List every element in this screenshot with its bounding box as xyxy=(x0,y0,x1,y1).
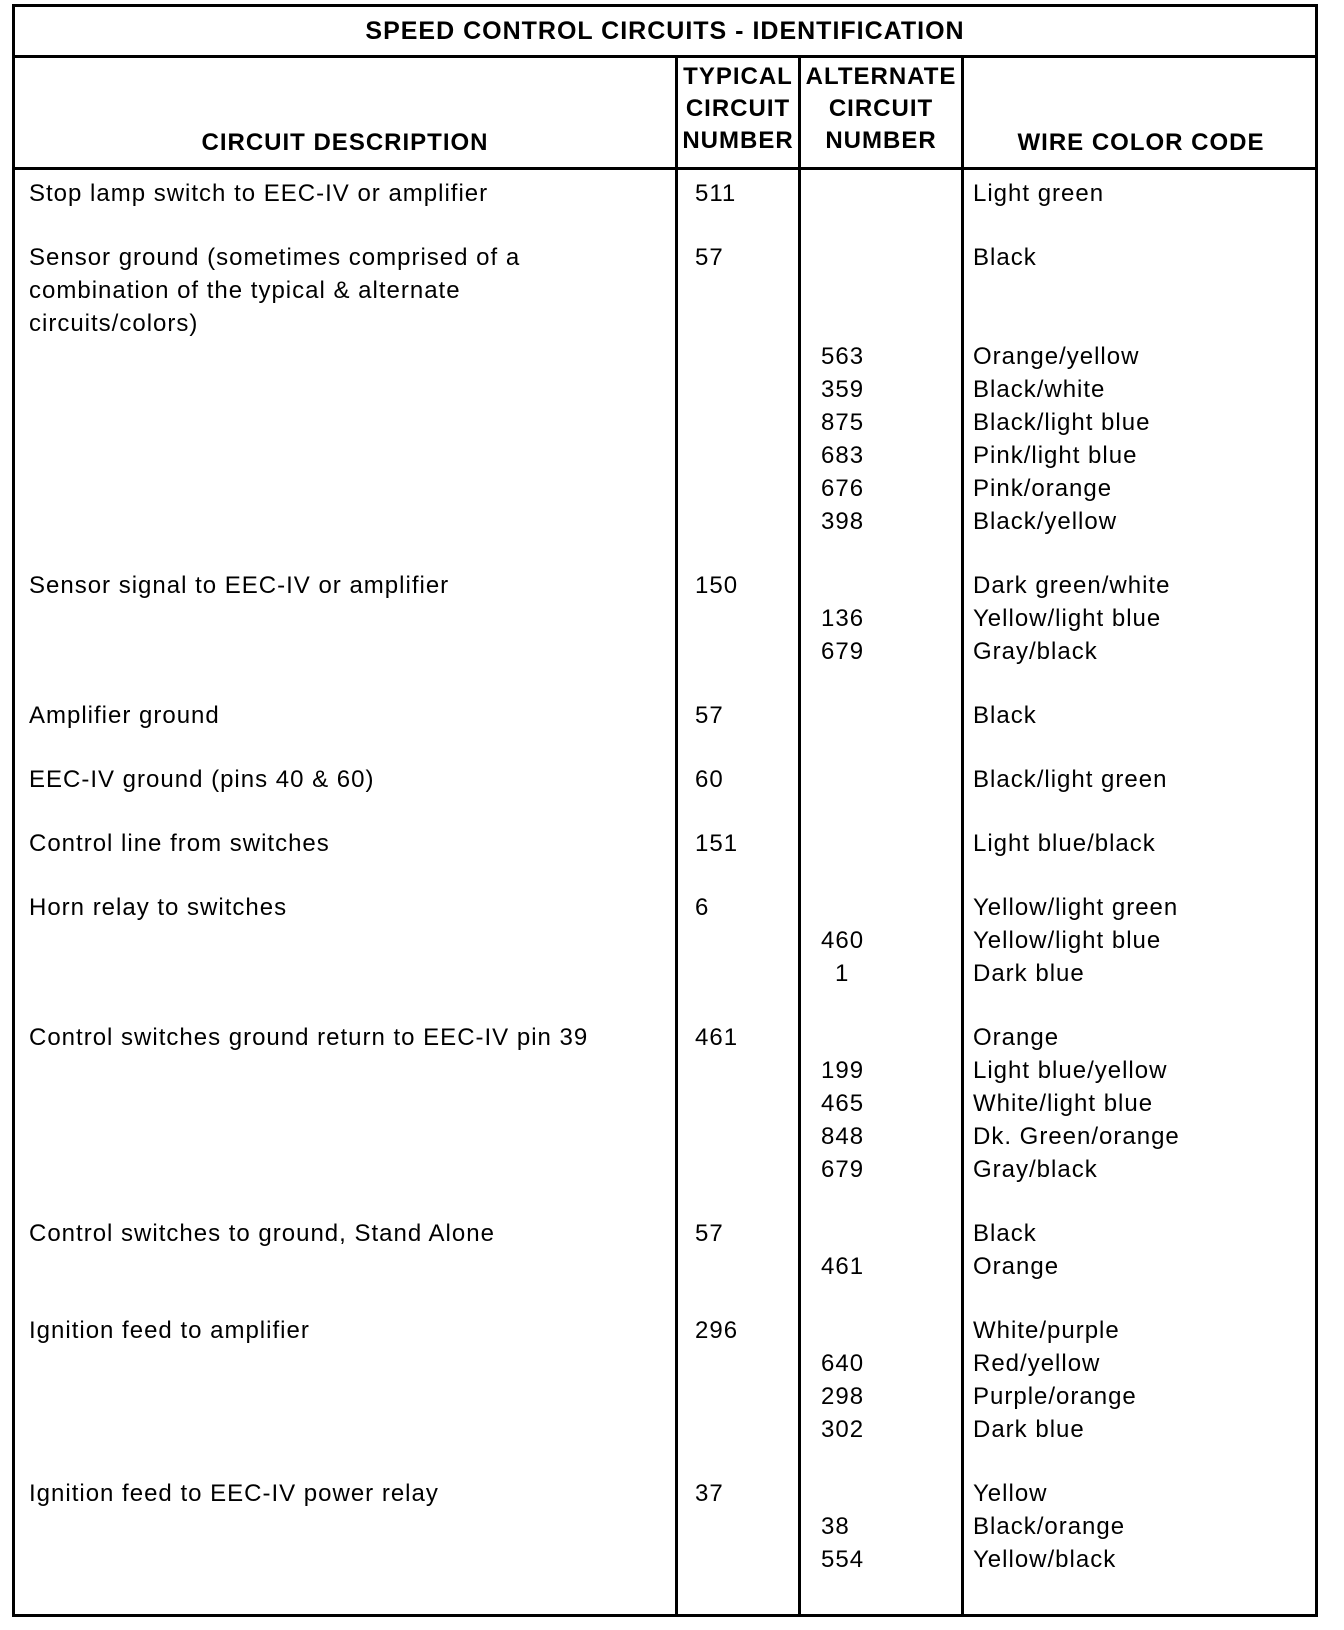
wire-color-code: Black xyxy=(973,1220,1037,1247)
circuit-description: Control line from switches xyxy=(29,830,330,857)
alternate-circuit-number: 679 xyxy=(821,1156,865,1183)
alternate-circuit-number: 1 xyxy=(835,960,850,987)
circuit-description: Horn relay to switches xyxy=(29,894,288,921)
circuit-description: EEC-IV ground (pins 40 & 60) xyxy=(29,766,375,793)
table-row xyxy=(15,569,1315,668)
wire-color-code: Dark blue xyxy=(973,1416,1085,1443)
header-alternate xyxy=(801,61,961,157)
wire-color-code: Black xyxy=(973,702,1037,729)
table-row xyxy=(15,763,1315,796)
wire-color-code: Orange/yellow xyxy=(973,343,1140,370)
typical-circuit-number: 511 xyxy=(695,180,737,207)
alternate-circuit-number: 676 xyxy=(821,475,865,502)
table-title: SPEED CONTROL CIRCUITS - IDENTIFICATION xyxy=(15,7,1315,58)
alternate-circuit-numbers xyxy=(821,1347,941,1446)
alternate-circuit-number: 848 xyxy=(821,1123,865,1150)
header-typical-line: TYPICAL xyxy=(683,63,793,90)
alternate-circuit-numbers xyxy=(821,1054,941,1186)
wire-color-code: Yellow/light green xyxy=(973,894,1179,921)
alternate-circuit-number: 640 xyxy=(821,1350,865,1377)
alternate-circuit-number: 298 xyxy=(821,1383,865,1410)
header-typical-line: CIRCUIT xyxy=(685,95,791,122)
header-color: WIRE COLOR CODE xyxy=(1017,129,1265,156)
alternate-circuit-number: 359 xyxy=(821,376,865,403)
wire-color-codes xyxy=(973,569,1303,668)
wire-color-code: Yellow/light blue xyxy=(973,927,1162,954)
table-row xyxy=(15,1021,1315,1186)
circuit-description: Control switches to ground, Stand Alone xyxy=(29,1220,495,1247)
wire-color-code: Purple/orange xyxy=(973,1383,1137,1410)
wire-color-code: White/purple xyxy=(973,1317,1120,1344)
typical-circuit-number: 461 xyxy=(695,1024,739,1051)
circuit-description: Sensor ground (sometimes comprised of a combination of the typical & alternate circuits/colors) xyxy=(29,244,521,337)
header-typical-line: NUMBER xyxy=(682,127,794,154)
wire-color-code: Pink/orange xyxy=(973,475,1113,502)
wire-color-code: Gray/black xyxy=(973,638,1098,665)
wire-color-code: Orange xyxy=(973,1024,1060,1051)
wire-color-code: Yellow/light blue xyxy=(973,605,1162,632)
header-alternate-line: CIRCUIT xyxy=(828,95,934,122)
alternate-circuit-number: 136 xyxy=(821,605,865,632)
alternate-circuit-numbers xyxy=(821,340,941,538)
wire-color-code: Dark blue xyxy=(973,960,1085,987)
alternate-circuit-numbers xyxy=(821,924,941,990)
wire-color-codes xyxy=(973,177,1303,210)
wire-color-code: White/light blue xyxy=(973,1090,1154,1117)
header-description: CIRCUIT DESCRIPTION xyxy=(201,129,489,156)
table-row xyxy=(15,177,1315,210)
circuit-description: Sensor signal to EEC-IV or amplifier xyxy=(29,572,450,599)
circuit-table xyxy=(12,4,1318,1617)
wire-color-codes xyxy=(973,241,1303,538)
wire-color-code: Black/orange xyxy=(973,1513,1126,1540)
alternate-circuit-numbers xyxy=(821,602,941,668)
wire-color-code: Light green xyxy=(973,180,1105,207)
wire-color-code: Dark green/white xyxy=(973,572,1171,599)
alternate-circuit-number: 554 xyxy=(821,1546,865,1573)
wire-color-codes xyxy=(973,763,1303,796)
table-row xyxy=(15,699,1315,732)
typical-circuit-number: 57 xyxy=(695,244,724,271)
wire-color-code: Black/light green xyxy=(973,766,1168,793)
table-row xyxy=(15,827,1315,860)
wire-color-codes xyxy=(973,891,1303,990)
table-row xyxy=(15,1217,1315,1283)
wire-color-code: Red/yellow xyxy=(973,1350,1101,1377)
alternate-circuit-number: 398 xyxy=(821,508,865,535)
circuit-description: Amplifier ground xyxy=(29,702,220,729)
circuit-description: Ignition feed to amplifier xyxy=(29,1317,310,1344)
wire-color-codes xyxy=(973,699,1303,732)
wire-color-codes xyxy=(973,1021,1303,1186)
wire-color-code: Yellow xyxy=(973,1480,1048,1507)
table-row xyxy=(15,1314,1315,1446)
wire-color-code: Black xyxy=(973,244,1037,271)
wire-color-code: Light blue/yellow xyxy=(973,1057,1168,1084)
table-row xyxy=(15,241,1315,538)
table-row xyxy=(15,1477,1315,1576)
typical-circuit-number: 296 xyxy=(695,1317,739,1344)
wire-color-code: Orange xyxy=(973,1253,1060,1280)
header-typical xyxy=(678,61,798,157)
alternate-circuit-number: 679 xyxy=(821,638,865,665)
alternate-circuit-number: 683 xyxy=(821,442,865,469)
wire-color-code: Black/white xyxy=(973,376,1106,403)
typical-circuit-number: 57 xyxy=(695,702,724,729)
alternate-circuit-numbers xyxy=(821,1250,941,1283)
wire-color-code: Dk. Green/orange xyxy=(973,1123,1180,1150)
wire-color-code: Black/light blue xyxy=(973,409,1151,436)
table-row xyxy=(15,891,1315,990)
alternate-circuit-number: 460 xyxy=(821,927,865,954)
wire-color-codes xyxy=(973,1314,1303,1446)
circuit-description: Stop lamp switch to EEC-IV or amplifier xyxy=(29,180,489,207)
wire-color-codes xyxy=(973,827,1303,860)
typical-circuit-number: 60 xyxy=(695,766,724,793)
wire-color-code: Light blue/black xyxy=(973,830,1156,857)
alternate-circuit-number: 199 xyxy=(821,1057,865,1084)
typical-circuit-number: 6 xyxy=(695,894,710,921)
header-alternate-line: NUMBER xyxy=(825,127,937,154)
alternate-circuit-number: 302 xyxy=(821,1416,865,1443)
alternate-circuit-number: 563 xyxy=(821,343,865,370)
header-alternate-line: ALTERNATE xyxy=(805,63,957,90)
header-rule xyxy=(15,167,1315,170)
alternate-circuit-number: 461 xyxy=(821,1253,865,1280)
alternate-circuit-number: 875 xyxy=(821,409,865,436)
circuit-description: Ignition feed to EEC-IV power relay xyxy=(29,1480,439,1507)
wire-color-codes xyxy=(973,1477,1303,1576)
circuit-description: Control switches ground return to EEC-IV pin 39 xyxy=(29,1024,589,1051)
wire-color-code: Gray/black xyxy=(973,1156,1098,1183)
typical-circuit-number: 151 xyxy=(695,830,739,857)
alternate-circuit-numbers xyxy=(821,1510,941,1576)
wire-color-code: Black/yellow xyxy=(973,508,1118,535)
typical-circuit-number: 37 xyxy=(695,1480,724,1507)
typical-circuit-number: 57 xyxy=(695,1220,724,1247)
wire-color-code: Yellow/black xyxy=(973,1546,1117,1573)
wire-color-codes xyxy=(973,1217,1303,1283)
alternate-circuit-number: 38 xyxy=(821,1513,850,1540)
wire-color-code: Pink/light blue xyxy=(973,442,1138,469)
alternate-circuit-number: 465 xyxy=(821,1090,865,1117)
typical-circuit-number: 150 xyxy=(695,572,739,599)
